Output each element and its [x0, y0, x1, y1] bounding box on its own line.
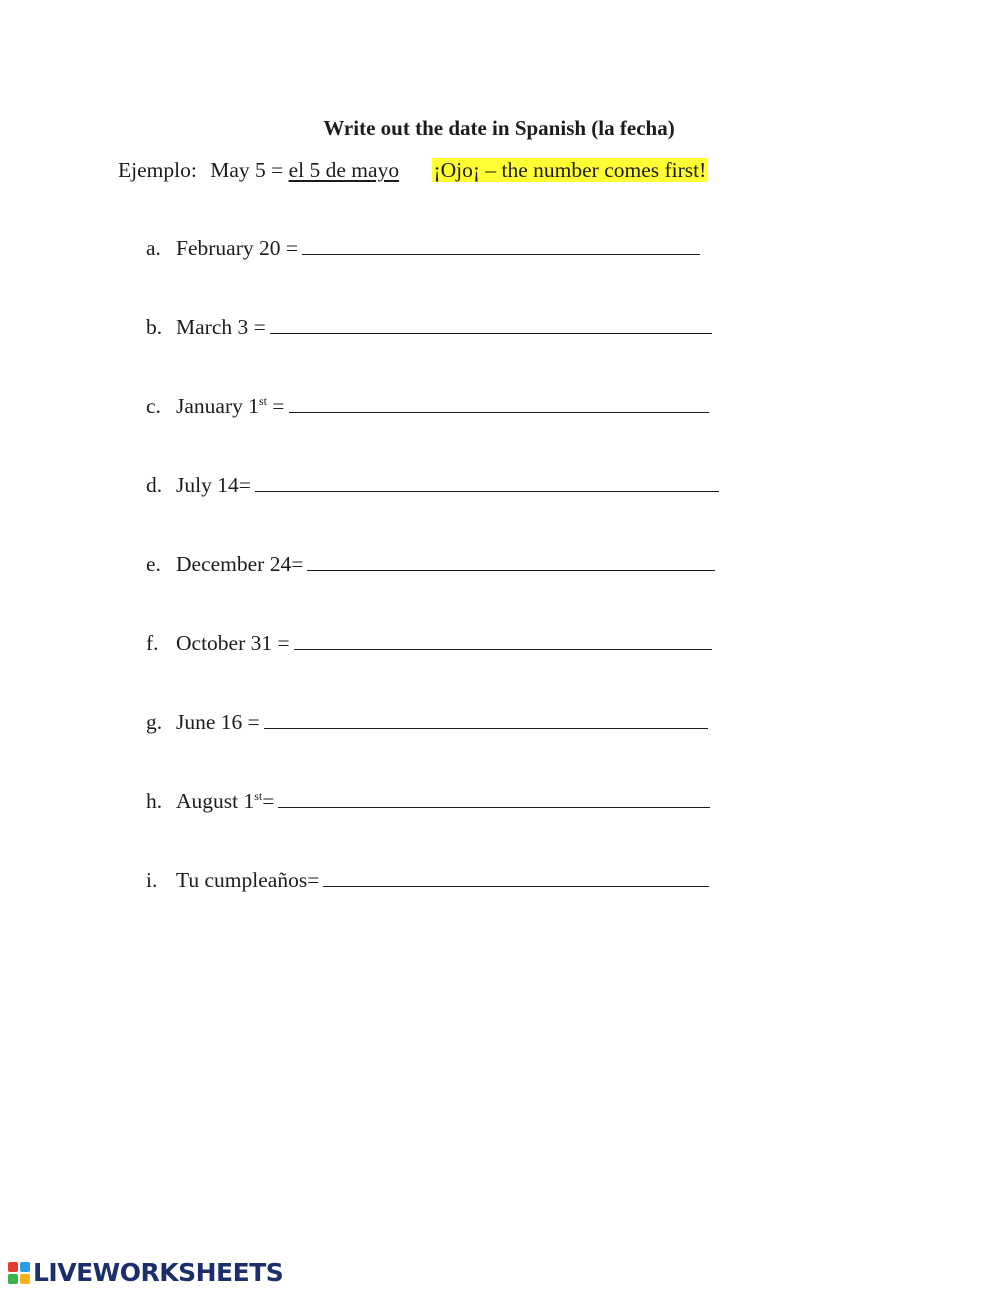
- list-item: [146, 631, 712, 656]
- item-letter: d.: [146, 473, 163, 497]
- answer-blank[interactable]: [270, 315, 712, 334]
- example-prompt: May 5 =: [210, 158, 284, 182]
- liveworksheets-logo: [8, 1258, 283, 1287]
- answer-blank[interactable]: [264, 710, 708, 729]
- item-prompt: October 31 =: [176, 631, 290, 655]
- item-prompt: March 3 =: [176, 315, 266, 339]
- item-letter: b.: [146, 315, 163, 339]
- item-letter: f.: [146, 631, 159, 655]
- list-item: [146, 236, 700, 261]
- list-item: [146, 552, 715, 577]
- example-answer: el 5 de mayo: [288, 158, 400, 182]
- item-prompt: July 14=: [176, 473, 251, 497]
- example-label: Ejemplo:: [118, 158, 197, 182]
- liveworksheets-logo-icon: [8, 1262, 30, 1284]
- answer-blank[interactable]: [307, 552, 715, 571]
- list-item: [146, 394, 709, 419]
- list-item: [146, 868, 709, 893]
- answer-blank[interactable]: [289, 394, 709, 413]
- answer-blank[interactable]: [255, 473, 719, 492]
- answer-blank[interactable]: [323, 868, 709, 887]
- list-item: [146, 473, 719, 498]
- answer-blank[interactable]: [294, 631, 712, 650]
- item-prompt: June 16 =: [176, 710, 260, 734]
- list-item: [146, 710, 708, 735]
- list-item: [146, 789, 710, 814]
- worksheet-title: Write out the date in Spanish (la fecha): [323, 116, 675, 140]
- item-letter: i.: [146, 868, 158, 892]
- item-prompt: January 1st =: [176, 394, 285, 418]
- item-letter: h.: [146, 789, 163, 813]
- item-prompt: August 1st=: [176, 789, 275, 813]
- example-note-highlight: ¡Ojo¡ – the number comes first!: [433, 158, 707, 182]
- answer-blank[interactable]: [278, 789, 710, 808]
- item-prompt: December 24=: [176, 552, 304, 576]
- example-line: [118, 158, 707, 183]
- brand-name: LIVEWORKSHEETS: [33, 1258, 284, 1287]
- item-prompt: February 20 =: [176, 236, 298, 260]
- item-letter: g.: [146, 710, 163, 734]
- list-item: [146, 315, 712, 340]
- item-prompt: Tu cumpleaños=: [176, 868, 320, 892]
- item-letter: c.: [146, 394, 161, 418]
- item-letter: e.: [146, 552, 161, 576]
- item-letter: a.: [146, 236, 161, 260]
- answer-blank[interactable]: [302, 236, 700, 255]
